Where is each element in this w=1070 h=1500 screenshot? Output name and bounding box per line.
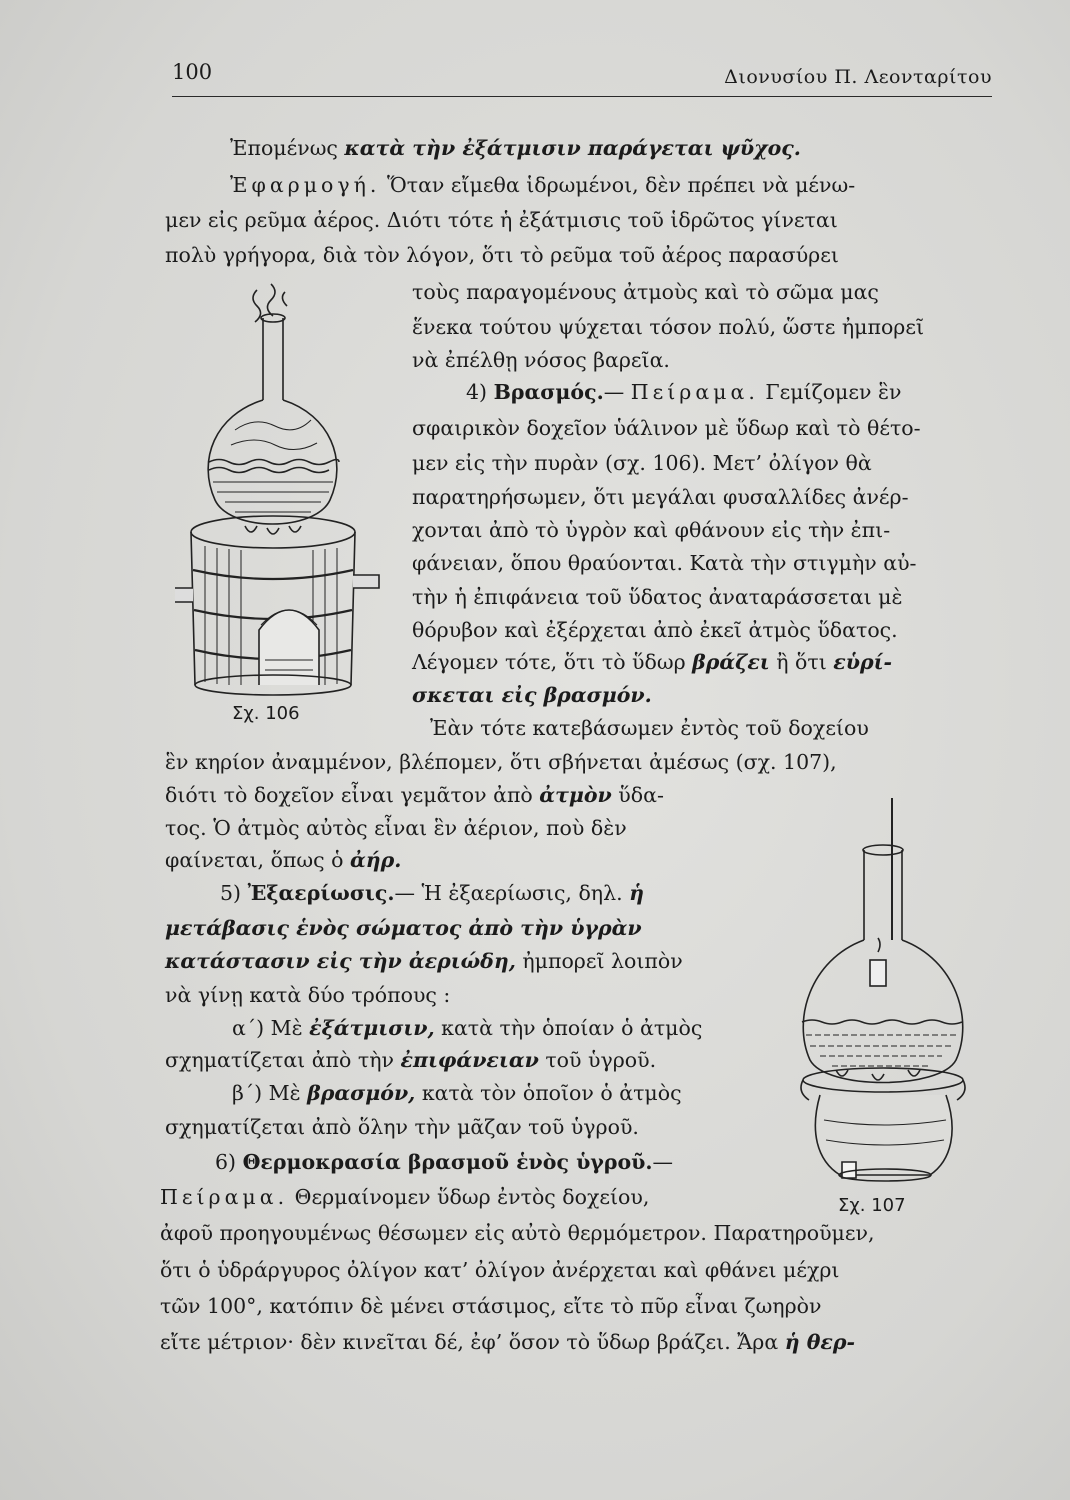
text-line: σφαιρικὸν δοχεῖον ὑάλινον μὲ ὕδωρ καὶ τὸ θέτο- (412, 416, 921, 440)
text-line: τοὺς παραγομένους ἀτμοὺς καὶ τὸ σῶμα μας (412, 280, 879, 304)
text-line: μετάβασις ἑνὸς σώματος ἀπὸ τὴν ὑγρὰν (165, 916, 642, 940)
text-line: ὅτι ὁ ὑδράργυρος ὀλίγον κατ’ ὀλίγον ἀνέρχεται καὶ φθάνει μέχρι (160, 1258, 840, 1282)
figure-107-caption: Σχ. 107 (838, 1195, 906, 1216)
text-line: νὰ ἐπέλθῃ νόσος βαρεῖα. (412, 348, 670, 372)
text-line: πολὺ γρήγορα, διὰ τὸν λόγον, ὅτι τὸ ρεῦμα τοῦ ἀέρος παρασύρει (165, 243, 839, 267)
text-line: 5) Ἐξαερίωσις.— Ἡ ἐξαερίωσις, δηλ. ἡ (220, 881, 645, 905)
text-line: ἓν κηρίον ἀναμμένον, βλέπομεν, ὅτι σβήνεται ἀμέσως (σχ. 107), (165, 750, 837, 774)
text-line: κατάστασιν εἰς τὴν ἀεριώδη, ἠμπορεῖ λοιπὸν (165, 949, 683, 973)
text-line: τῶν 100°, κατόπιν δὲ μένει στάσιμος, εἴτε τὸ πῦρ εἶναι ζωηρὸν (160, 1294, 822, 1318)
text-line: φάνειαν, ὅπου θραύονται. Κατὰ τὴν στιγμὴν αὐ- (412, 551, 917, 575)
figure-107-flask-with-candle (780, 790, 980, 1190)
text-line: Ἐὰν τότε κατεβάσωμεν ἐντὸς τοῦ δοχείου (430, 716, 869, 740)
text-line: Λέγομεν τότε, ὅτι τὸ ὕδωρ βράζει ἢ ὅτι εὑρί- (412, 650, 893, 674)
page-number: 100 (172, 60, 213, 84)
text-line: ἀφοῦ προηγουμένως θέσωμεν εἰς αὐτὸ θερμόμετρον. Παρατηροῦμεν, (160, 1221, 875, 1245)
figure-106-flask-on-stove (175, 270, 385, 700)
text-line: Πείραμα. Θερμαίνομεν ὕδωρ ἐντὸς δοχείου, (160, 1185, 650, 1209)
text-line: εἴτε μέτριον· δὲν κινεῖται δέ, ἐφ’ ὅσον τὸ ὕδωρ βράζει. Ἄρα ἡ θερ- (160, 1330, 856, 1354)
text-line: τος. Ὁ ἀτμὸς αὐτὸς εἶναι ἓν ἀέριον, ποὺ δὲν (165, 816, 627, 840)
text-line: 6) Θερμοκρασία βρασμοῦ ἑνὸς ὑγροῦ.— (215, 1150, 673, 1174)
text-line: χονται ἀπὸ τὸ ὑγρὸν καὶ φθάνουν εἰς τὴν ἐπι- (412, 518, 891, 542)
text-line: σχηματίζεται ἀπὸ τὴν ἐπιφάνειαν τοῦ ὑγροῦ. (165, 1048, 657, 1072)
text-line: Ἐφαρμογή. Ὅταν εἴμεθα ἱδρωμένοι, δὲν πρέπει νὰ μένω- (230, 173, 856, 197)
text-line: σχηματίζεται ἀπὸ ὅλην τὴν μᾶζαν τοῦ ὑγροῦ. (165, 1115, 639, 1139)
running-head: Διονυσίου Π. Λεονταρίτου (724, 66, 992, 88)
text-line: φαίνεται, ὅπως ὁ ἀήρ. (165, 848, 402, 872)
header-rule (172, 96, 992, 97)
text-line: μεν εἰς ρεῦμα ἀέρος. Διότι τότε ἡ ἐξάτμισις τοῦ ἱδρῶτος γίνεται (165, 208, 838, 232)
text-line: τὴν ἡ ἐπιφάνεια τοῦ ὕδατος ἀναταράσσεται μὲ (412, 585, 903, 609)
page-header (172, 60, 992, 100)
text-line: θόρυβον καὶ ἐξέρχεται ἀπὸ ἐκεῖ ἀτμὸς ὕδατος. (412, 618, 898, 642)
text-line: β΄) Μὲ βρασμόν, κατὰ τὸν ὁποῖον ὁ ἀτμὸς (232, 1081, 682, 1105)
text-line: νὰ γίνῃ κατὰ δύο τρόπους : (165, 983, 451, 1007)
text-line: 4) Βρασμός.— Πείραμα. Γεμίζομεν ἓν (466, 380, 902, 404)
text-line: μεν εἰς τὴν πυρὰν (σχ. 106). Μετ’ ὀλίγον θὰ (412, 451, 872, 475)
text-line: ἕνεκα τούτου ψύχεται τόσον πολύ, ὥστε ἠμπορεῖ (412, 315, 924, 339)
text-line: α΄) Μὲ ἐξάτμισιν, κατὰ τὴν ὁποίαν ὁ ἀτμὸς (232, 1016, 703, 1040)
text-line: Ἐπομένως κατὰ τὴν ἐξάτμισιν παράγεται ψῦχος. (230, 136, 801, 160)
text-line: διότι τὸ δοχεῖον εἶναι γεμᾶτον ἀπὸ ἀτμὸν ὕδα- (165, 783, 664, 807)
text-line: σκεται εἰς βρασμόν. (412, 683, 652, 707)
text-line: παρατηρήσωμεν, ὅτι μεγάλαι φυσαλλίδες ἀνέρ- (412, 485, 909, 509)
figure-106-caption: Σχ. 106 (232, 703, 300, 724)
